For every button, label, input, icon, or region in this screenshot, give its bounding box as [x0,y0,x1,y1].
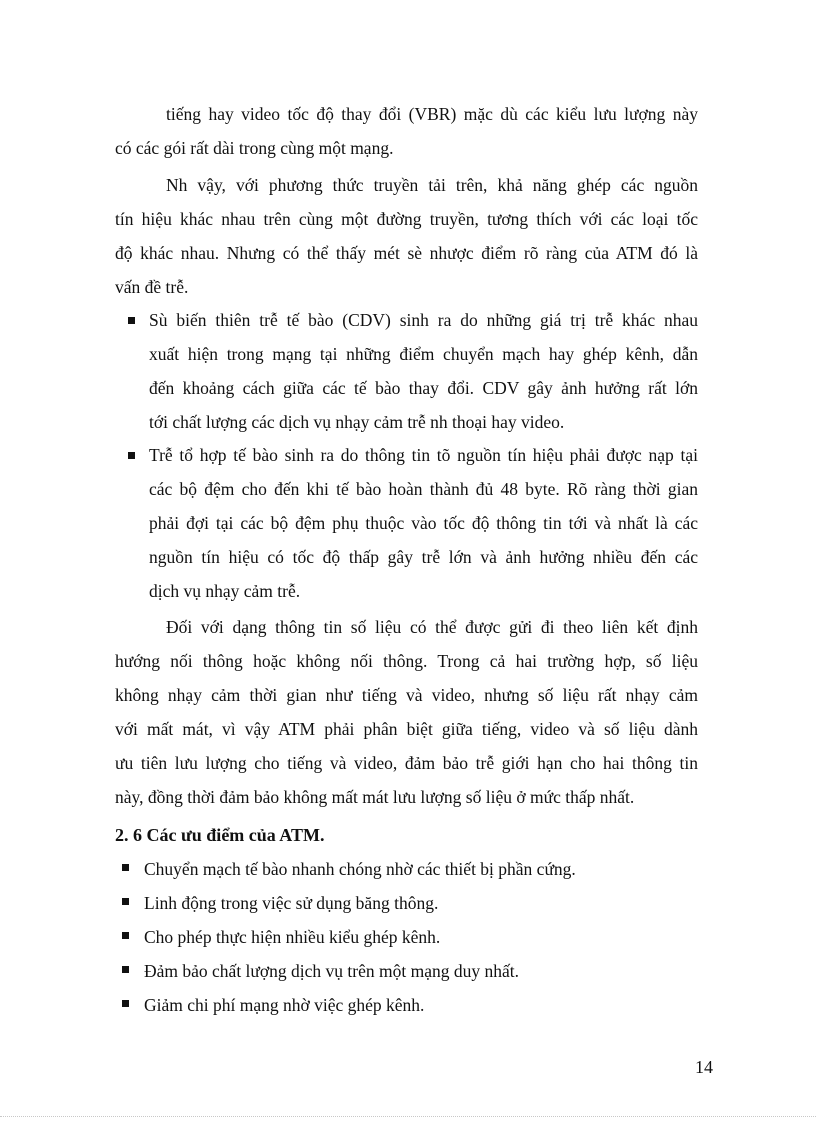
text-line: hướng nối thông hoặc không nối thông. Trong cả hai trường hợp, số liệu [115,651,698,671]
bullet-text [149,438,698,608]
paragraph-data-info [115,610,698,814]
list-item-text: Linh động trong việc sử dụng băng thông. [144,893,439,913]
text-line: Nh vậy, với phương thức truyền tải trên, khả năng ghép các nguồn [166,175,698,195]
paragraph-continuation [115,97,698,165]
text-line: ưu tiên lưu lượng cho tiếng và video, đảm bảo trễ giới hạn cho hai thông tin [115,753,698,773]
page-bottom-divider [0,1116,816,1117]
list-item [114,920,698,954]
text-line: tới chất lượng các dịch vụ nhạy cảm trễ nh thoại hay video. [149,412,565,432]
bullet-text [149,303,698,439]
bullet-item-assembly-delay [114,438,698,608]
text-line: tín hiệu khác nhau trên cùng một đường truyền, tương thích với các loại tốc [115,209,698,229]
list-item [114,852,698,886]
text-line: xuất hiện trong mạng tại những điểm chuyển mạch hay ghép kênh, dẫn [149,344,698,364]
bullet-marker [122,932,129,939]
text-line: với mất mát, vì vậy ATM phải phân biệt giữa tiếng, video và số liệu dành [115,719,698,739]
section-heading: 2. 6 Các ưu điểm của ATM. [115,825,325,845]
text-line: vấn đề trễ. [115,277,189,297]
text-line: có các gói rất dài trong cùng một mạng. [115,138,394,158]
bullet-marker [122,898,129,905]
text-line: độ khác nhau. Nhưng có thể thấy mét sè nhược điểm rõ ràng của ATM đó là [115,243,698,263]
bullet-marker [122,864,129,871]
text-line: này, đồng thời đảm bảo không mất mát lưu lượng số liệu ở mức thấp nhất. [115,787,635,807]
text-line: không nhạy cảm thời gian như tiếng và video, nhưng số liệu rất nhạy cảm [115,685,698,705]
bullet-marker [128,317,135,324]
bullet-item-cdv [114,303,698,439]
text-line: Trễ tổ hợp tế bào sinh ra do thông tin tõ nguồn tín hiệu phải được nạp tại [149,445,698,465]
page-number: 14 [695,1057,713,1077]
text-line: đến khoảng cách giữa các tế bào thay đổi. CDV gây ảnh hưởng rất lớn [149,378,698,398]
bullet-marker [122,1000,129,1007]
text-line: Đối với dạng thông tin số liệu có thể được gửi đi theo liên kết định [166,617,698,637]
list-item-text: Chuyển mạch tế bào nhanh chóng nhờ các thiết bị phần cứng. [144,859,576,879]
list-item-text: Đảm bảo chất lượng dịch vụ trên một mạng duy nhất. [144,961,519,981]
list-item [114,954,698,988]
text-line: phải đợi tại các bộ đệm phụ thuộc vào tốc độ thông tin tới và nhất là các [149,513,698,533]
text-line: dịch vụ nhạy cảm trễ. [149,581,301,601]
list-item [114,988,698,1022]
text-line: Sù biến thiên trễ tế bào (CDV) sinh ra do những giá trị trễ khác nhau [149,310,698,330]
bullet-marker [122,966,129,973]
text-line: tiếng hay video tốc độ thay đổi (VBR) mặc dù các kiểu lưu lượng này [166,104,698,124]
text-line: nguồn tín hiệu có tốc độ thấp gây trễ lớn và ảnh hưởng nhiều đến các [149,547,698,567]
bullet-marker [128,452,135,459]
list-item-text: Cho phép thực hiện nhiều kiểu ghép kênh. [144,927,441,947]
advantages-list [114,852,698,1022]
list-item-text: Giảm chi phí mạng nhờ việc ghép kênh. [144,995,425,1015]
paragraph-transmission [115,168,698,304]
text-line: các bộ đệm cho đến khi tế bào hoàn thành đủ 48 byte. Rõ ràng thời gian [149,479,698,499]
list-item [114,886,698,920]
